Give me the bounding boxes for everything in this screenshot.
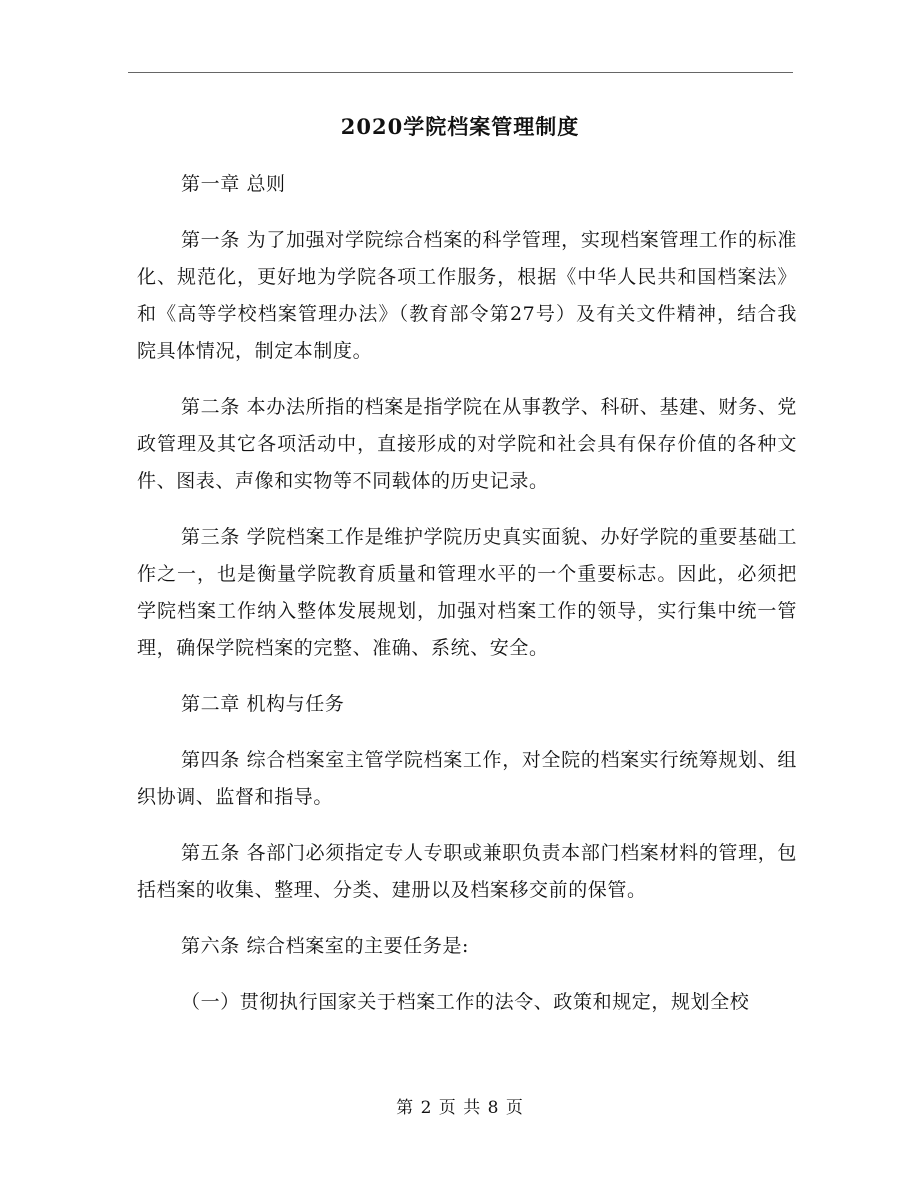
article-paragraph: 第三条 学院档案工作是维护学院历史真实面貌、办好学院的重要基础工作之一，也是衡量学院教育质量和管理水平的一个重要标志。因此，必须把学院档案工作纳入整体发展规划，加强对档案工作的领导，实行集中统一管理，确保学院档案的完整、准确、系统、安全。 — [137, 526, 797, 659]
article-paragraph: 第五条 各部门必须指定专人专职或兼职负责本部门档案材料的管理，包括档案的收集、整理、分类、建册以及档案移交前的保管。 — [137, 842, 797, 901]
page-number-footer: 第 2 页 共 8 页 — [396, 1098, 524, 1118]
article-paragraph: 第四条 综合档案室主管学院档案工作，对全院的档案实行统筹规划、组织协调、监督和指导。 — [137, 749, 797, 808]
chapter-heading: 第一章 总则 — [181, 173, 286, 195]
header-rule — [128, 72, 793, 73]
chapter-heading: 第二章 机构与任务 — [181, 693, 345, 715]
article-paragraph: 第六条 综合档案室的主要任务是: — [181, 935, 470, 957]
list-item-paragraph: （一）贯彻执行国家关于档案工作的法令、政策和规定，规划全校 — [181, 991, 750, 1013]
document-body — [137, 166, 797, 1040]
article-paragraph: 第二条 本办法所指的档案是指学院在从事教学、科研、基建、财务、党政管理及其它各项活动中，直接形成的对学院和社会具有保存价值的各种文件、图表、声像和实物等不同载体的历史记录。 — [137, 396, 797, 492]
document-title: 2020学院档案管理制度 — [340, 114, 580, 139]
article-paragraph: 第一条 为了加强对学院综合档案的科学管理，实现档案管理工作的标准化、规范化，更好地为学院各项工作服务，根据《中华人民共和国档案法》和《高等学校档案管理办法》（教育部令第27号）及有关文件精神，结合我院具体情况，制定本制度。 — [137, 229, 797, 362]
